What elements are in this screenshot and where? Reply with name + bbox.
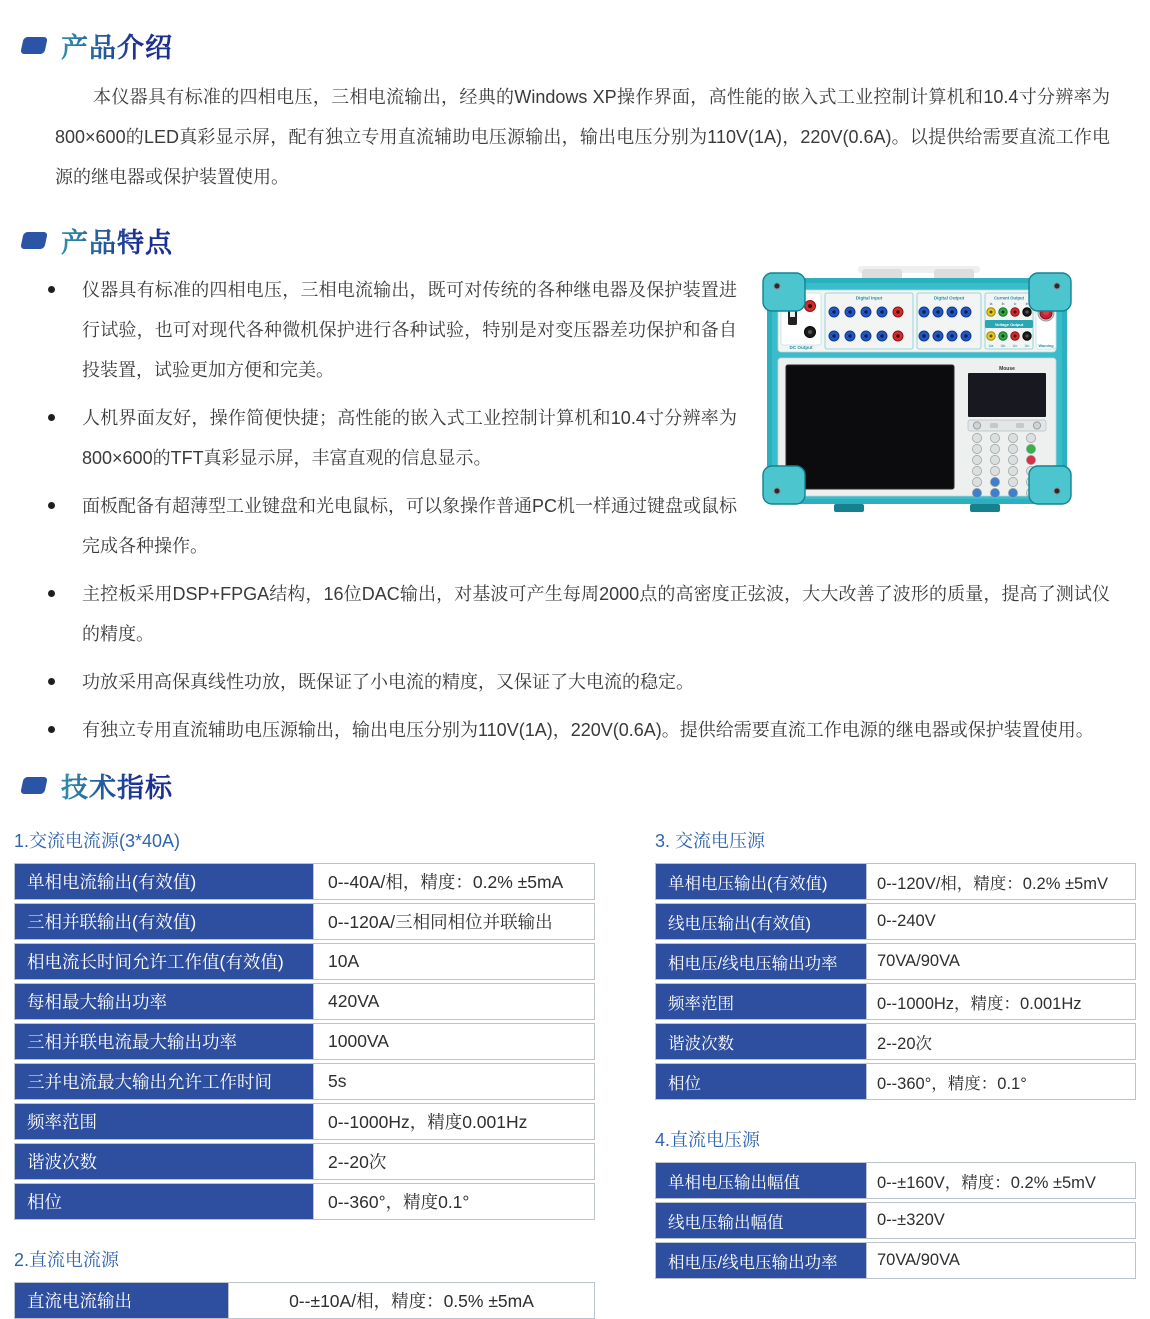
spec-table-ac-voltage bbox=[655, 863, 1136, 1100]
feature-item: 面板配备有超薄型工业键盘和光电鼠标，可以象操作普通PC机一样通过键盘或鼠标完成各种操作。 bbox=[40, 486, 1110, 566]
specs-left-column bbox=[14, 827, 595, 1319]
spec-row bbox=[14, 1143, 595, 1180]
spec-label: 直流电流输出 bbox=[14, 1282, 229, 1319]
spec-label: 相电压/线电压输出功率 bbox=[655, 1242, 867, 1279]
spec-table-dc-voltage bbox=[655, 1162, 1136, 1279]
spec-row bbox=[14, 943, 595, 980]
terminal-label-ia: Ia bbox=[989, 302, 993, 306]
spec-value: 0--40A/相，精度：0.2% ±5mA bbox=[314, 863, 595, 900]
spec-value: 0--360°，精度0.1° bbox=[314, 1183, 595, 1220]
spec-row bbox=[655, 983, 1136, 1020]
spec-label: 线电压输出(有效值) bbox=[655, 903, 867, 940]
voltage-output-label: Voltage Output bbox=[994, 322, 1024, 327]
terminal-label-ib: Ib bbox=[1001, 302, 1005, 306]
intro-paragraph: 本仪器具有标准的四相电压，三相电流输出，经典的Windows XP操作界面，高性能的嵌入式工业控制计算机和10.4寸分辨率为800×600的LED真彩显示屏，配有独立专用直流辅助电压源输出，输出电压分别为110V(1A)，220V(0.6A)。以提供给需要直流工作电源的继电器或保护装置使用。 bbox=[55, 87, 1110, 187]
specs-grid bbox=[0, 827, 1150, 1319]
spec-value: 0--120V/相，精度：0.2% ±5mV bbox=[867, 863, 1136, 900]
terminal-label-ic: Ic bbox=[1013, 302, 1017, 306]
spec-group-heading-ac-voltage: 3. 交流电压源 bbox=[655, 831, 766, 851]
features-title: 产品特点 bbox=[61, 221, 173, 260]
features-list bbox=[40, 270, 1110, 750]
spec-table-dc-current bbox=[14, 1282, 595, 1319]
page bbox=[0, 26, 1150, 1311]
specs-title: 技术指标 bbox=[61, 766, 173, 805]
section-marker-icon bbox=[20, 37, 48, 54]
spec-value: 0--1000Hz，精度：0.001Hz bbox=[867, 983, 1136, 1020]
spec-label: 单相电压输出幅值 bbox=[655, 1162, 867, 1199]
spec-value: 0--240V bbox=[867, 903, 1136, 940]
spec-row bbox=[655, 1242, 1136, 1279]
digital-input-label: Digital Input bbox=[855, 295, 883, 301]
spec-value: 2--20次 bbox=[314, 1143, 595, 1180]
feature-item: 有独立专用直流辅助电压源输出，输出电压分别为110V(1A)，220V(0.6A)。提供给需要直流工作电源的继电器或保护装置使用。 bbox=[40, 710, 1110, 750]
intro-title: 产品介绍 bbox=[61, 26, 173, 65]
spec-value: 0--1000Hz，精度0.001Hz bbox=[314, 1103, 595, 1140]
feature-item: 人机界面友好，操作简便快捷；高性能的嵌入式工业控制计算机和10.4寸分辨率为800×600的TFT真彩显示屏，丰富直观的信息显示。 bbox=[40, 398, 1110, 478]
spec-group-heading-dc-voltage: 4.直流电压源 bbox=[655, 1130, 761, 1150]
spec-row bbox=[14, 1103, 595, 1140]
spec-row bbox=[14, 1063, 595, 1100]
spec-label: 相电压/线电压输出功率 bbox=[655, 943, 867, 980]
specs-right-column bbox=[655, 827, 1136, 1319]
spec-row bbox=[655, 903, 1136, 940]
spec-label: 相位 bbox=[14, 1183, 314, 1220]
spec-label: 谐波次数 bbox=[14, 1143, 314, 1180]
digital-output-label: Digital Output bbox=[933, 295, 965, 301]
spec-row bbox=[655, 1063, 1136, 1100]
spec-row bbox=[14, 903, 595, 940]
spec-table-ac-current bbox=[14, 863, 595, 1220]
terminal-label-in: In bbox=[1025, 302, 1029, 306]
terminal-label-uc: Uc bbox=[1012, 344, 1018, 348]
spec-value: 10A bbox=[314, 943, 595, 980]
spec-value: 5s bbox=[314, 1063, 595, 1100]
section-marker-icon bbox=[20, 232, 48, 249]
spec-row bbox=[14, 863, 595, 900]
spec-group-heading-ac-current: 1.交流电流源(3*40A) bbox=[14, 831, 181, 851]
spec-label: 三并电流最大输出允许工作时间 bbox=[14, 1063, 314, 1100]
spec-label: 三相并联电流最大输出功率 bbox=[14, 1023, 314, 1060]
spec-row bbox=[655, 1162, 1136, 1199]
terminal-label-ub: Ub bbox=[1000, 344, 1006, 348]
spec-label: 线电压输出幅值 bbox=[655, 1202, 867, 1239]
spec-group-heading-dc-current: 2.直流电流源 bbox=[14, 1250, 120, 1270]
spec-value: 0--±10A/相，精度：0.5% ±5mA bbox=[229, 1282, 595, 1319]
feature-item: 功放采用高保真线性功放，既保证了小电流的精度，又保证了大电流的稳定。 bbox=[40, 662, 1110, 702]
spec-row bbox=[14, 1023, 595, 1060]
spec-label: 单相电压输出(有效值) bbox=[655, 863, 867, 900]
spec-row bbox=[14, 983, 595, 1020]
spec-row bbox=[14, 1282, 595, 1319]
spec-label: 谐波次数 bbox=[655, 1023, 867, 1060]
spec-value: 70VA/90VA bbox=[867, 943, 1136, 980]
spec-row bbox=[655, 1023, 1136, 1060]
warning-label: Warning bbox=[1038, 344, 1054, 348]
terminal-label-ua: Ua bbox=[988, 344, 994, 348]
mouse-label: Mouse bbox=[999, 366, 1015, 372]
spec-row bbox=[655, 1202, 1136, 1239]
spec-row bbox=[655, 863, 1136, 900]
spec-row bbox=[655, 943, 1136, 980]
feature-item: 仪器具有标准的四相电压，三相电流输出，既可对传统的各种继电器及保护装置进行试验，也可对现代各种微机保护进行各种试验，特别是对变压器差功保护和备自投装置，试验更加方便和完美。 bbox=[40, 270, 1110, 390]
spec-label: 三相并联输出(有效值) bbox=[14, 903, 314, 940]
spec-value: 2--20次 bbox=[867, 1023, 1136, 1060]
section-marker-icon bbox=[20, 777, 48, 794]
current-output-label: Current Output bbox=[993, 295, 1025, 301]
spec-label: 每相最大输出功率 bbox=[14, 983, 314, 1020]
spec-label: 相位 bbox=[655, 1063, 867, 1100]
spec-value: 70VA/90VA bbox=[867, 1242, 1136, 1279]
spec-label: 相电流长时间允许工作值(有效值) bbox=[14, 943, 314, 980]
spec-value: 0--120A/三相同相位并联输出 bbox=[314, 903, 595, 940]
feature-item: 主控板采用DSP+FPGA结构，16位DAC输出，对基波可产生每周2000点的高密度正弦波，大大改善了波形的质量，提高了测试仪的精度。 bbox=[40, 574, 1110, 654]
spec-label: 单相电流输出(有效值) bbox=[14, 863, 314, 900]
spec-value: 1000VA bbox=[314, 1023, 595, 1060]
spec-row bbox=[14, 1183, 595, 1220]
spec-label: 频率范围 bbox=[655, 983, 867, 1020]
dc-output-label: DC Output bbox=[789, 345, 813, 350]
terminal-label-un: Un bbox=[1024, 344, 1030, 348]
spec-value: 420VA bbox=[314, 983, 595, 1020]
section-features-heading bbox=[22, 221, 1150, 260]
section-intro-heading bbox=[22, 26, 1150, 65]
section-specs-heading bbox=[22, 766, 1150, 805]
spec-value: 0--360°，精度：0.1° bbox=[867, 1063, 1136, 1100]
spec-label: 频率范围 bbox=[14, 1103, 314, 1140]
spec-value: 0--±160V，精度：0.2% ±5mV bbox=[867, 1162, 1136, 1199]
spec-value: 0--±320V bbox=[867, 1202, 1136, 1239]
